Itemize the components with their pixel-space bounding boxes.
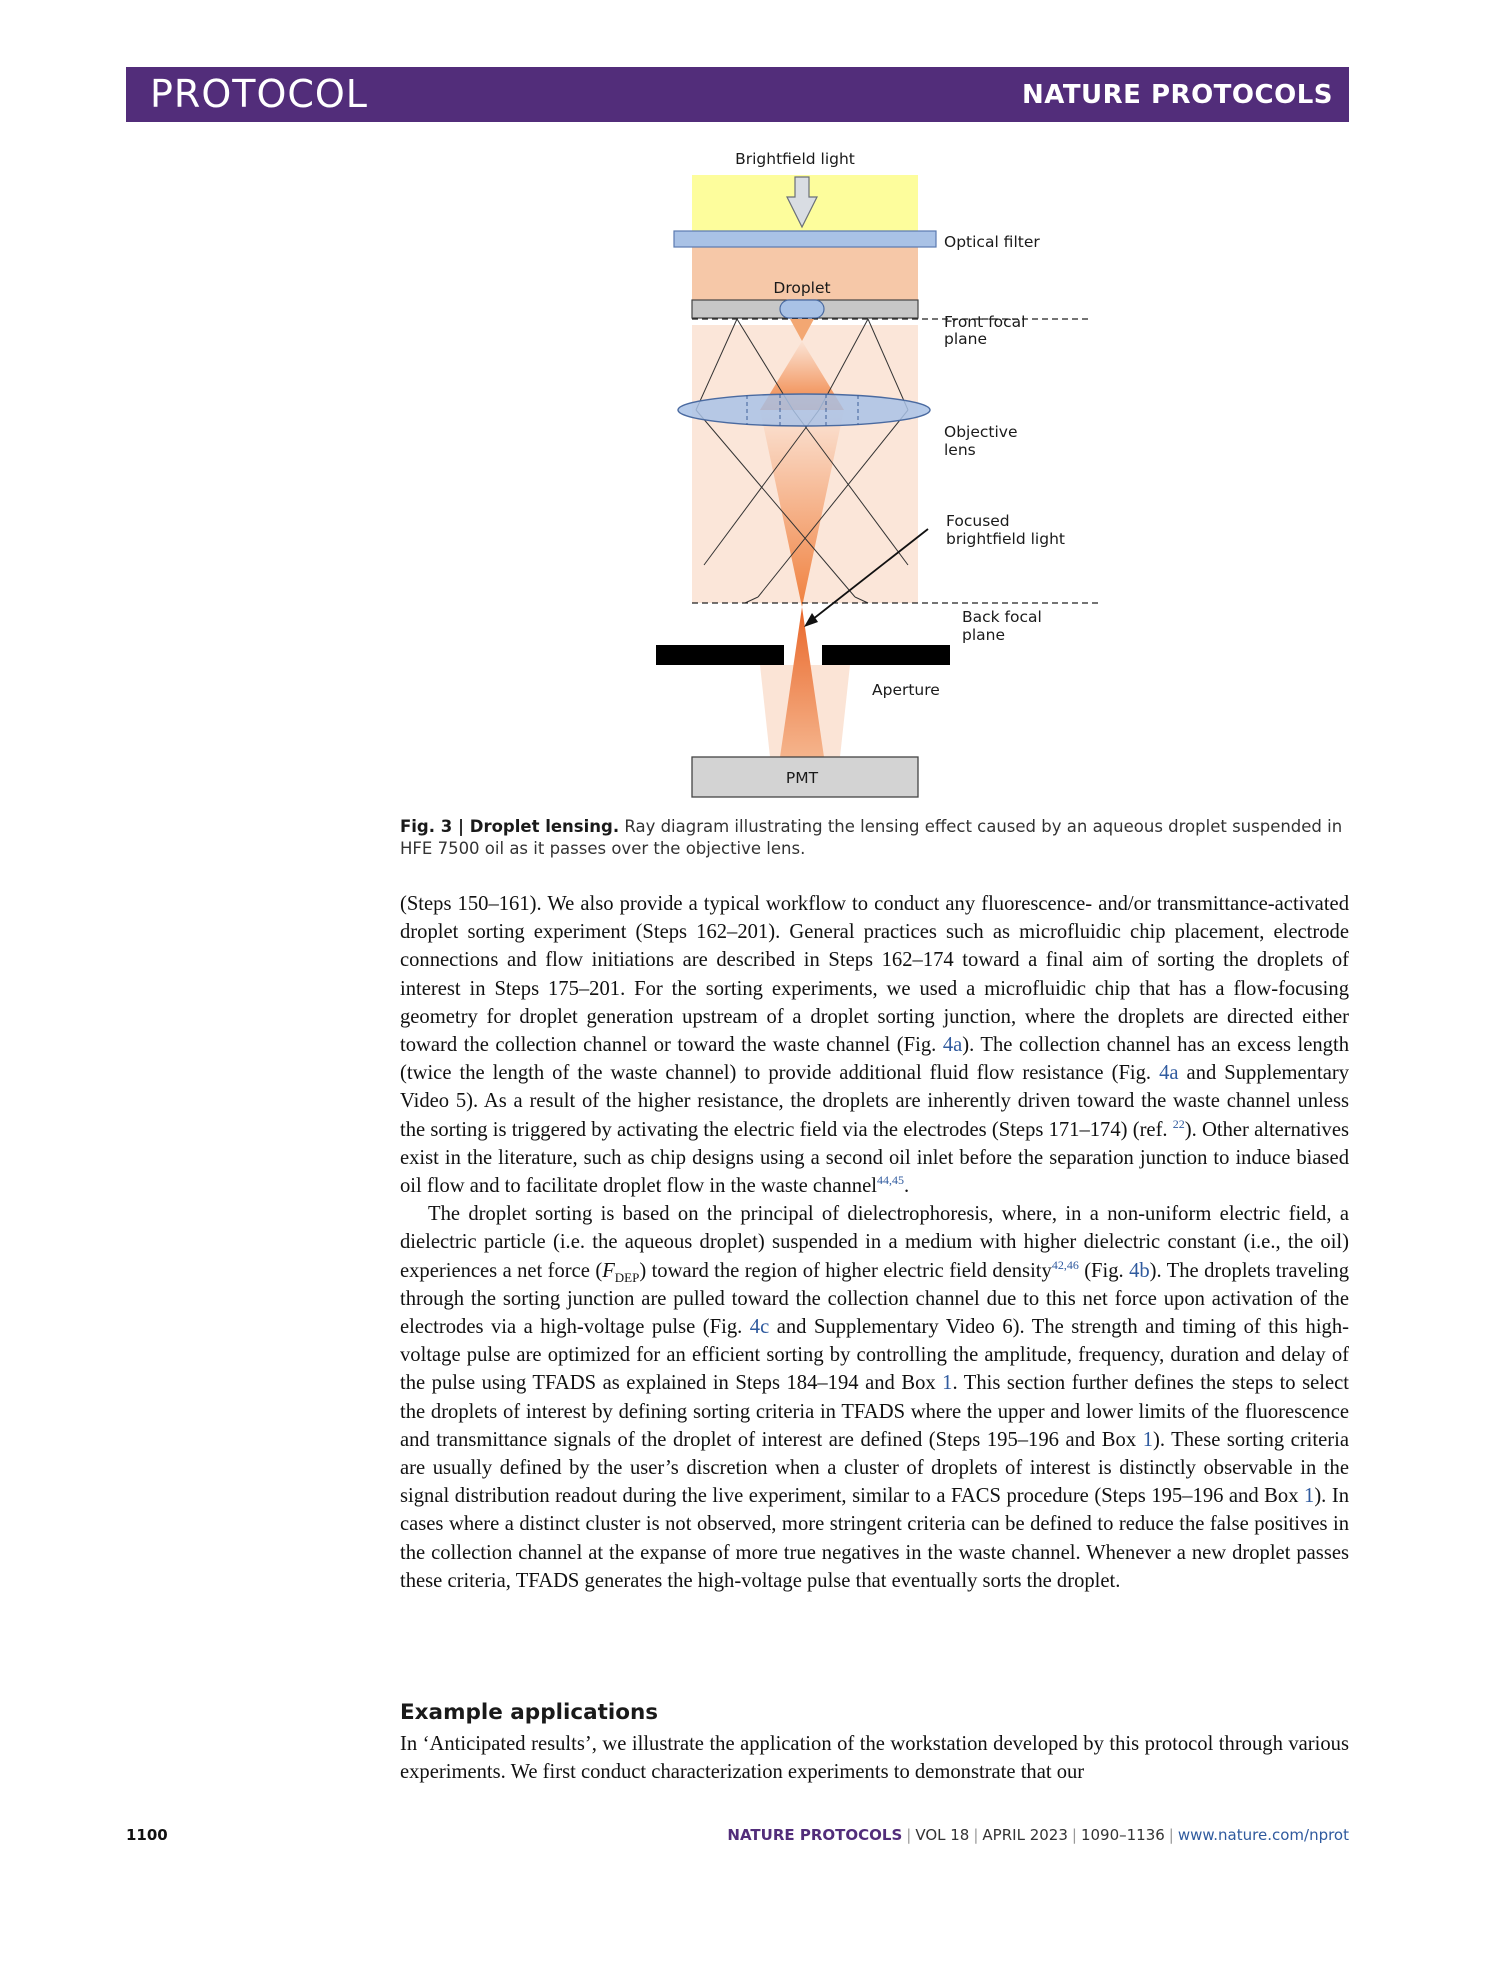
label-front-focal-2: plane [944, 330, 988, 348]
optical-filter [674, 231, 936, 247]
citation-link[interactable]: 42,46 [1051, 1257, 1079, 1272]
footer-url-link[interactable]: www.nature.com/nprot [1177, 1826, 1349, 1844]
section-paragraph: In ‘Anticipated results’, we illustrate the application of the workstation developed by this protocol through various experiments. We first conduct characterization experiments to demonstrate that our [400, 1733, 1349, 1784]
figure-ref-link[interactable]: 4c [749, 1316, 770, 1339]
text-run: ). The droplets traveling through the sorting junction are pulled toward the collection channel due to this net force upon activation of the electrodes via a high-voltage pulse (Fig. [400, 1259, 1350, 1339]
label-pmt: PMT [785, 769, 819, 787]
label-focused-2: brightfield light [946, 530, 1065, 548]
force-symbol: F [602, 1259, 615, 1282]
objective-lens [678, 394, 930, 426]
label-droplet: Droplet [773, 279, 831, 297]
text-run: The droplet sorting is based on the principal of dielectrophoresis, where, in a non-uniform electric field, a dielectric particle (i.e. the aqueous droplet) suspended in a medium with higher dielectric constant (i.e., the oil) experiences a net force ( [400, 1203, 1349, 1282]
text-run: ). In cases where a distinct cluster is not observed, more stringent criteria can be defined to reduce the false positives in the collection channel at the expanse of more true negatives in the waste channel. Whenever a new droplet passes these criteria, TFADS generates the high-voltage pulse that eventually sorts the droplet. [400, 1485, 1349, 1592]
citation-link[interactable]: 44,45 [876, 1173, 904, 1188]
force-subscript: DEP [614, 1269, 640, 1285]
label-back-focal-1: Back focal [962, 608, 1042, 626]
text-run: ) toward the region of higher electric field density [639, 1259, 1052, 1282]
footer-journal: NATURE PROTOCOLS [727, 1826, 903, 1844]
figure-ref-link[interactable]: 4b [1129, 1259, 1150, 1282]
text-run: and Supplementary Video 6). The strength and timing of this high-voltage pulse are optimized for an efficient sorting by controlling the amplitude, frequency, duration and delay of the pulse using TFADS as explained in Steps 184–194 and Box [400, 1316, 1349, 1395]
text-run: ). These sorting criteria are usually defined by the user’s discretion when a cluster of droplets of interest is distinctly observable in the signal distribution readout during the live experiment, similar to a FACS procedure (Steps 195–196 and Box [400, 1428, 1349, 1508]
text-run: . [903, 1175, 910, 1198]
page-number: 1100 [126, 1826, 168, 1844]
text-run: ). The collection channel has an excess length (twice the length of the waste channel) to provide additional fluid flow resistance (Fig. [400, 1034, 1349, 1085]
label-objective-1: Objective [944, 423, 1018, 441]
figure-droplet-lensing [640, 145, 1120, 805]
text-run: and Supplementary Video 5). As a result of the higher resistance, the droplets are inherently driven toward the waste channel unless the sorting is triggered by activating the electric field via the electrodes (Steps 171–174) (ref. [400, 1062, 1349, 1141]
journal-name: NATURE PROTOCOLS [1021, 80, 1333, 110]
box-ref-link[interactable]: 1 [942, 1372, 953, 1395]
page-footer: NATURE PROTOCOLS | VOL 18 | APRIL 2023 | 1090–1136 | www.nature.com/nprot [727, 1826, 1349, 1844]
section-heading: Example applications [400, 1700, 659, 1725]
caption-label: Fig. 3 | Droplet lensing. [400, 817, 620, 836]
label-front-focal-1: Front focal [944, 313, 1026, 331]
page-header [126, 67, 1349, 122]
figure-ref-link[interactable]: 4a [942, 1034, 963, 1057]
citation-link[interactable]: 22 [1172, 1116, 1185, 1131]
label-brightfield: Brightfield light [735, 150, 855, 168]
text-run: ). Other alternatives exist in the literature, such as chip designs using a second oil inlet before the separation junction to induce biased oil flow and to facilitate droplet flow in the waste channel [400, 1118, 1349, 1198]
ray-diagram [640, 145, 1120, 805]
body-text [400, 890, 1349, 1595]
footer-pages: 1090–1136 [1080, 1826, 1165, 1844]
label-aperture: Aperture [872, 681, 940, 699]
figure-ref-link[interactable]: 4a [1159, 1062, 1179, 1085]
droplet-icon [780, 300, 824, 318]
text-run: (Fig. [1078, 1259, 1130, 1282]
aperture-left [656, 645, 784, 665]
label-focused-1: Focused [946, 512, 1010, 530]
label-objective-2: lens [944, 441, 976, 459]
figure-caption [400, 816, 1349, 860]
paragraph-2 [400, 1200, 1349, 1595]
footer-date: APRIL 2023 [982, 1826, 1068, 1844]
section-body [400, 1730, 1349, 1786]
label-optical-filter: Optical filter [944, 233, 1040, 251]
caption-text: Ray diagram illustrating the lensing effect caused by an aqueous droplet suspended in HFE 7500 oil as it passes over the objective lens. [400, 817, 1343, 858]
footer-volume: VOL 18 [915, 1826, 970, 1844]
text-run: (Steps 150–161). We also provide a typical workflow to conduct any fluorescence- and/or transmittance-activated droplet sorting experiment (Steps 162–201). General practices such as microfluidic chip placement, electrode connections and flow initiations are described in Steps 162–174 toward a final aim of sorting the droplets of interest in Steps 175–201. For the sorting experiments, we used a microfluidic chip that has a flow-focusing geometry for droplet generation upstream of a droplet sorting junction, where the droplets are directed either toward the collection channel or toward the waste channel (Fig. [400, 893, 1349, 1057]
text-run: . This section further defines the steps to select the droplets of interest by defining sorting criteria in TFADS where the upper and lower limits of the fluorescence and transmittance signals of the droplet of interest are defined (Steps 195–196 and Box [400, 1372, 1349, 1451]
aperture-right [822, 645, 950, 665]
label-back-focal-2: plane [962, 626, 1006, 644]
box-ref-link[interactable]: 1 [1142, 1428, 1153, 1451]
paragraph-1 [400, 890, 1349, 1200]
focus-arrowhead-icon [804, 613, 818, 627]
box-ref-link[interactable]: 1 [1304, 1485, 1315, 1508]
section-label: PROTOCOL [150, 72, 368, 116]
